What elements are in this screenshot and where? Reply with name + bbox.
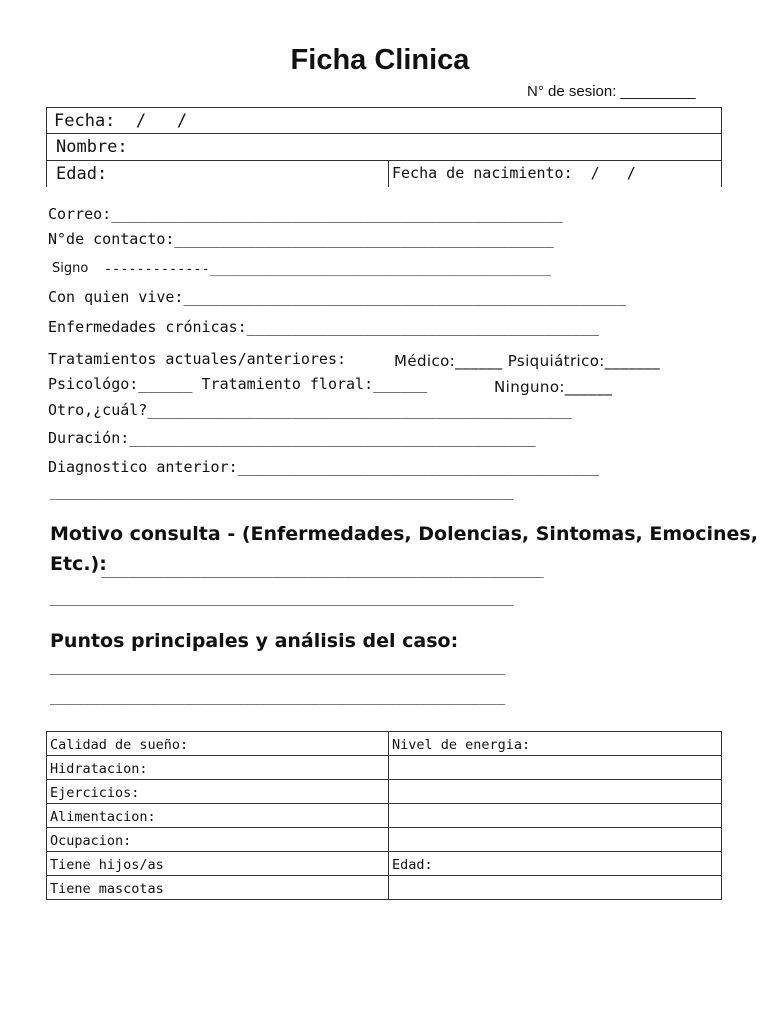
puntos-heading: Puntos principales y análisis del caso:: [50, 630, 459, 652]
nombre-field[interactable]: Nombre:: [56, 137, 128, 157]
psicologo-floral-field[interactable]: Psicológo:______ Tratamiento floral:______: [48, 375, 428, 393]
contacto-field[interactable]: N°de contacto:__________________________________________: [48, 230, 554, 248]
diagnostico-field[interactable]: Diagnostico anterior:________________________________________: [48, 458, 599, 476]
box-left-border: [46, 107, 47, 187]
table-cell[interactable]: [389, 804, 722, 828]
duracion-field[interactable]: Duración:_____________________________________________: [48, 429, 536, 447]
table-cell[interactable]: [389, 780, 722, 804]
puntos-line-1[interactable]: ______________________________________________________: [50, 659, 506, 675]
box-divider-2: [46, 160, 722, 161]
table-row: [47, 804, 722, 828]
table-row: [47, 876, 722, 900]
table-row: [47, 780, 722, 804]
motivo-line-1[interactable]: _________________________________________________: [101, 560, 544, 578]
table-cell[interactable]: Tiene mascotas: [47, 876, 389, 900]
fecha-field[interactable]: Fecha: / /: [54, 111, 188, 131]
otro-field[interactable]: Otro,¿cuál?_______________________________________________: [48, 401, 572, 419]
table-cell[interactable]: [389, 756, 722, 780]
tratamientos-label: Tratamientos actuales/anteriores:: [48, 350, 347, 368]
table-cell[interactable]: [389, 876, 722, 900]
edad-field[interactable]: Edad:: [56, 164, 108, 184]
box-right-border: [721, 107, 722, 187]
box-divider-vertical: [388, 160, 389, 187]
table-row: [47, 828, 722, 852]
con-quien-vive-field[interactable]: Con quien vive:_________________________________________________: [48, 288, 626, 306]
motivo-heading: Motivo consulta - (Enfermedades, Dolencias, Sintomas, Emocines,: [50, 523, 758, 545]
diagnostico-line-2[interactable]: _______________________________________________________: [50, 484, 514, 500]
box-divider-1: [46, 133, 722, 134]
medico-psiquiatrico-field[interactable]: Médico:______ Psiquiátrico:_______: [394, 352, 661, 370]
signo-field[interactable]: -------------__________________________________________: [104, 261, 552, 277]
ninguno-field[interactable]: Ninguno:______: [494, 378, 613, 396]
table-cell[interactable]: Hidratacion:: [47, 756, 389, 780]
table-cell[interactable]: [389, 828, 722, 852]
session-number-field[interactable]: N° de sesion: _________: [527, 83, 696, 100]
table-cell[interactable]: Alimentacion:: [47, 804, 389, 828]
page-title: Ficha Clinica: [290, 44, 470, 76]
signo-label: Signo: [52, 261, 89, 276]
fecha-nacimiento-field[interactable]: Fecha de nacimiento: / /: [392, 164, 636, 182]
motivo-heading-cont: Etc.):: [50, 553, 107, 575]
table-row: [47, 732, 722, 756]
motivo-line-2[interactable]: _______________________________________________________: [50, 590, 514, 606]
habits-table: [46, 731, 722, 900]
enfermedades-cronicas-field[interactable]: Enfermedades crónicas:_______________________________________: [48, 318, 599, 336]
table-cell[interactable]: Nivel de energia:: [389, 732, 722, 756]
table-cell[interactable]: Calidad de sueño:: [47, 732, 389, 756]
table-cell[interactable]: Ocupacion:: [47, 828, 389, 852]
correo-field[interactable]: Correo:__________________________________________________: [48, 205, 563, 223]
table-cell[interactable]: Ejercicios:: [47, 780, 389, 804]
table-cell[interactable]: Tiene hijos/as: [47, 852, 389, 876]
box-top-border: [46, 107, 722, 108]
table-row: [47, 756, 722, 780]
table-row: [47, 852, 722, 876]
puntos-line-2[interactable]: ______________________________________________________: [50, 689, 506, 705]
table-cell[interactable]: Edad:: [389, 852, 722, 876]
